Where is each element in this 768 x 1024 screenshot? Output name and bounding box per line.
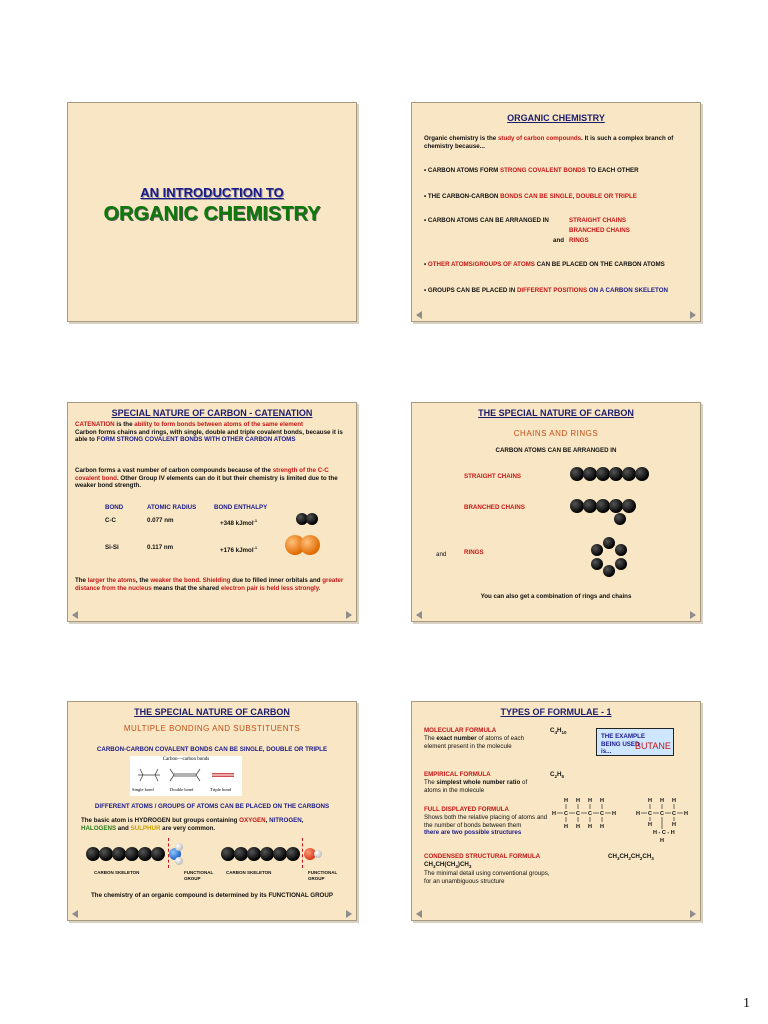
text: is the [114,421,135,428]
label-double-bond: Double bond [170,787,194,792]
slide-nav [412,611,700,619]
condensed-formula-value-2: $CH_3CH_2CH_2CH_3$ [608,853,654,862]
text: The basic atom is HYDROGEN but groups containing [81,817,240,824]
carbon-atom [151,847,165,861]
svg-text:H: H [552,811,556,817]
text: The [424,779,437,786]
slide-nav [68,611,356,619]
bonds-drawing [130,764,242,786]
text: , the [135,577,151,584]
row-sisi-enthalpy [220,544,257,555]
text: The [75,577,88,584]
col-header-radius: ATOMIC RADIUS [147,504,197,511]
text: Shows both the relative placing of atoms and the number of bonds between them [424,814,548,829]
svg-text:H: H [576,824,580,830]
text: TO EACH OTHER [585,167,639,174]
empirical-formula-heading: EMPIRICAL FORMULA [424,771,491,778]
slide-2-and: and [553,237,565,244]
svg-text:H: H [684,811,688,817]
text: • GROUPS CAN BE PLACED IN [424,287,517,294]
next-arrow-icon[interactable] [346,611,352,619]
label-functional-group-1: FUNCTIONAL GROUP [184,870,214,881]
molecular-formula-text [424,735,534,750]
prev-arrow-icon[interactable] [72,910,78,918]
svg-text:H: H [564,824,568,830]
text: exact number [436,735,477,742]
text: . [199,577,203,584]
text: means that the shared [151,584,221,592]
svg-text:H: H [636,811,640,817]
label-rings: RINGS [464,549,484,556]
carbon-atom [622,499,636,513]
text: CATENATION [75,421,115,428]
carbon-atom [596,467,610,481]
carbon-atom [306,513,318,525]
carbon-atom [125,847,139,861]
molecular-formula-heading: MOLECULAR FORMULA [424,727,497,734]
text: Shielding [202,577,231,584]
text: OTHER ATOMS/GROUPS OF ATOMS [427,261,535,268]
svg-text:C: C [576,811,580,817]
prev-arrow-icon[interactable] [416,611,422,619]
example-box [596,728,674,756]
svg-text:C: C [648,811,652,817]
carbon-atom [570,499,584,513]
text: weaker the bond [150,577,200,584]
text: BONDS CAN BE SINGLE, DOUBLE OR TRIPLE [500,193,637,200]
slide-5-footer: The chemistry of an organic compound is determined by its FUNCTIONAL GROUP [91,892,333,899]
carbon-atom [221,847,235,861]
text: of atoms of each element present in the molecule [424,735,525,750]
text: and [116,824,131,832]
text: Carbon forms chains and rings, with single, double and triple covalent bonds, because it is able to [75,428,343,443]
svg-text:H: H [588,798,592,804]
text: OXYGEN [239,817,266,824]
example-box-label: THE EXAMPLE BEING USED is... [601,733,646,755]
label-carbon-skeleton-1: CARBON SKELETON [94,870,140,875]
text: • THE CARBON-CARBON [424,193,501,200]
text: -1 [253,545,258,550]
svg-text:C: C [672,811,676,817]
carbon-atom [596,499,610,513]
carbon-atom [614,513,626,525]
text: SULPHUR [130,824,161,832]
carbon-atom [615,544,627,556]
displayed-formula-heading: FULL DISPLAYED FORMULA [424,806,509,813]
carbon-atom [603,565,615,577]
divider-line [302,838,303,868]
text: greater distance from the nucleus [75,577,344,592]
prev-arrow-icon[interactable] [416,910,422,918]
text: -1 [253,518,258,523]
example-box-value: BUTANE [635,741,671,751]
row-sisi-bond: Si-Si [105,544,119,551]
text: simplest whole number ratio [436,779,521,786]
text: of atoms in the molecule [424,779,528,794]
label-functional-group-2: FUNCTIONAL GROUP [308,870,338,881]
silicon-atom [300,535,320,555]
carbon-atom [583,467,597,481]
empirical-formula-value: $C_2H_5$ [550,771,564,780]
slide-2 [411,102,701,322]
svg-text:H - C - H: H - C - H [653,830,675,836]
next-arrow-icon[interactable] [346,910,352,918]
carbon-atom [622,467,636,481]
slide-3-para-1 [75,421,349,444]
next-arrow-icon[interactable] [690,611,696,619]
molecular-formula-value: $C_4H_{10}$ [550,727,567,736]
carbon-atom [112,847,126,861]
slide-4 [411,402,701,622]
slide-nav [412,311,700,319]
text: study of carbon compounds [497,135,582,142]
slide-1 [67,102,357,322]
hydrogen-atom [175,843,183,851]
carbon-atom [583,499,597,513]
row-cc-radius: 0.077 nm [147,517,174,524]
text: electron pair is held less strongly. [220,584,321,592]
label-triple-bond: Triple bond [210,787,231,792]
carbon-atom [86,847,100,861]
svg-text:H: H [648,798,652,804]
slide-2-intro [424,135,692,150]
condensed-formula-value-1: $CH_3CH(CH_3)CH_3$ [424,861,472,870]
slide-2-rings: RINGS [569,237,589,244]
text: strength of the C-C covalent bond [75,467,329,482]
svg-text:H: H [588,824,592,830]
slide-4-line: CARBON ATOMS CAN BE ARRANGED IN [495,447,617,454]
text: . Other Group IV elements can do it but their chemistry is limited due to the weaker bond strength. [75,474,338,489]
next-arrow-icon[interactable] [690,910,696,918]
slide-1-line1: AN INTRODUCTION TO [140,185,284,200]
slide-1-line2: ORGANIC CHEMISTRY [103,203,321,225]
svg-text:C: C [660,811,664,817]
displayed-formula-text [424,814,556,837]
svg-text:C: C [600,811,604,817]
slide-5-line-2: DIFFERENT ATOMS / GROUPS OF ATOMS CAN BE PLACED ON THE CARBONS [94,803,330,810]
row-sisi-radius: 0.117 nm [147,544,174,551]
slide-2-branched: BRANCHED CHAINS [569,227,630,234]
label-straight-chains: STRAIGHT CHAINS [464,473,522,480]
slide-4-title: THE SPECIAL NATURE OF CARBON [478,408,634,418]
carbon-atom [99,847,113,861]
carbon-atom [234,847,248,861]
row-cc-enthalpy [220,517,257,528]
slide-2-bullet-4 [424,261,692,269]
carbon-atom [609,499,623,513]
text: STRONG COVALENT BONDS [499,167,586,174]
svg-text:C: C [588,811,592,817]
slide-2-bullet-5 [424,287,692,295]
text: larger the atoms [87,577,136,584]
carbon-atom [570,467,584,481]
svg-text:H: H [648,822,652,828]
carbon-atom [603,537,615,549]
svg-text:H: H [600,798,604,804]
text: Carbon forms a vast number of carbon compounds because of the [75,467,273,474]
slide-nav [412,910,700,918]
slide-2-title: ORGANIC CHEMISTRY [507,113,605,123]
divider-line [168,838,169,868]
text: +348 kJmol [220,520,254,528]
carbon-atom [286,847,300,861]
text: , [265,817,270,824]
slide-3-title: SPECIAL NATURE OF CARBON - CATENATION [111,408,313,418]
empirical-formula-text [424,779,534,794]
displayed-formula-branched [634,796,700,844]
text: ON A CARBON SKELETON [587,287,668,294]
svg-text:H: H [564,798,568,804]
carbon-atom [273,847,287,861]
svg-text:H: H [612,811,616,817]
text: NITROGEN [269,817,302,824]
carbon-atom [615,558,627,570]
text: . It is such a complex branch of chemistry because... [424,135,674,150]
slide-5-subtitle: MULTIPLE BONDING AND SUBSTITUENTS [123,724,301,733]
text: The [424,735,437,742]
carbon-bonds-diagram [130,756,242,796]
label-single-bond: Single bond [132,787,154,792]
condensed-formula-heading: CONDENSED STRUCTURAL FORMULA [424,853,541,860]
slide-3-para-3 [75,577,349,592]
slide-2-straight: STRAIGHT CHAINS [569,217,627,224]
prev-arrow-icon[interactable] [72,611,78,619]
carbon-atom [138,847,152,861]
text: CAN BE PLACED ON THE CARBON ATOMS [534,261,665,268]
displayed-formula-straight [550,796,630,830]
text: +176 kJmol [220,547,254,555]
text: , [301,817,304,824]
row-cc-bond: C-C [105,517,116,524]
svg-text:H: H [660,798,664,804]
text: • CARBON ATOMS FORM [424,167,500,174]
carbon-atom [609,467,623,481]
text: due to filled inner orbitals and [230,577,323,584]
hydrogen-atom [314,850,322,858]
text: ability to form bonds between atoms of the same element [134,421,304,428]
carbon-atom [635,467,649,481]
text: FORM STRONG COVALENT BONDS WITH OTHER CARBON ATOMS [96,436,296,443]
slide-3-para-2 [75,467,349,490]
slide-6-title: TYPES OF FORMULAE - 1 [500,707,612,717]
carbon-atom [247,847,261,861]
slide-5-para [81,817,316,832]
carbon-atom [591,544,603,556]
slide-nav [68,910,356,918]
hydrogen-atom [175,857,183,865]
text: there are two possible structures [424,829,522,836]
slide-4-subtitle: CHAINS AND RINGS [513,429,599,438]
condensed-formula-text: The minimal detail using conventional groups, for an unambiguous structure [424,870,550,885]
page-number: 1 [743,996,750,1011]
prev-arrow-icon[interactable] [416,311,422,319]
carbon-atom [591,558,603,570]
label-carbon-skeleton-2: CARBON SKELETON [226,870,272,875]
slide-2-bullet-2 [424,193,692,201]
slide-2-bullet-1 [424,167,692,175]
text: DIFFERENT POSITIONS [516,287,588,294]
col-header-enthalpy: BOND ENTHALPY [214,504,268,511]
slide-5-title: THE SPECIAL NATURE OF CARBON [134,707,290,717]
next-arrow-icon[interactable] [690,311,696,319]
svg-text:C: C [564,811,568,817]
slide-4-footer: You can also get a combination of rings and chains [480,593,632,600]
carbon-atom [260,847,274,861]
svg-text:H: H [672,822,676,828]
svg-text:H: H [576,798,580,804]
svg-text:H: H [660,838,664,844]
label-and: and [436,551,447,558]
diagram-title: Carbon—carbon bonds [162,757,210,762]
slide-5 [67,701,357,921]
text: • [424,261,428,268]
slide-5-line-1: CARBON-CARBON COVALENT BONDS CAN BE SINGLE, DOUBLE OR TRIPLE [96,746,328,753]
slide-3 [67,402,357,622]
text: are very common. [160,824,216,832]
slide-6 [411,701,701,921]
text: Organic chemistry is the [424,135,498,142]
slide-2-bullet-3: • CARBON ATOMS CAN BE ARRANGED IN [424,217,549,224]
label-branched-chains: BRANCHED CHAINS [464,504,525,511]
text: HALOGENS [81,824,117,832]
col-header-bond: BOND [105,504,124,511]
svg-text:H: H [600,824,604,830]
svg-text:H: H [672,798,676,804]
